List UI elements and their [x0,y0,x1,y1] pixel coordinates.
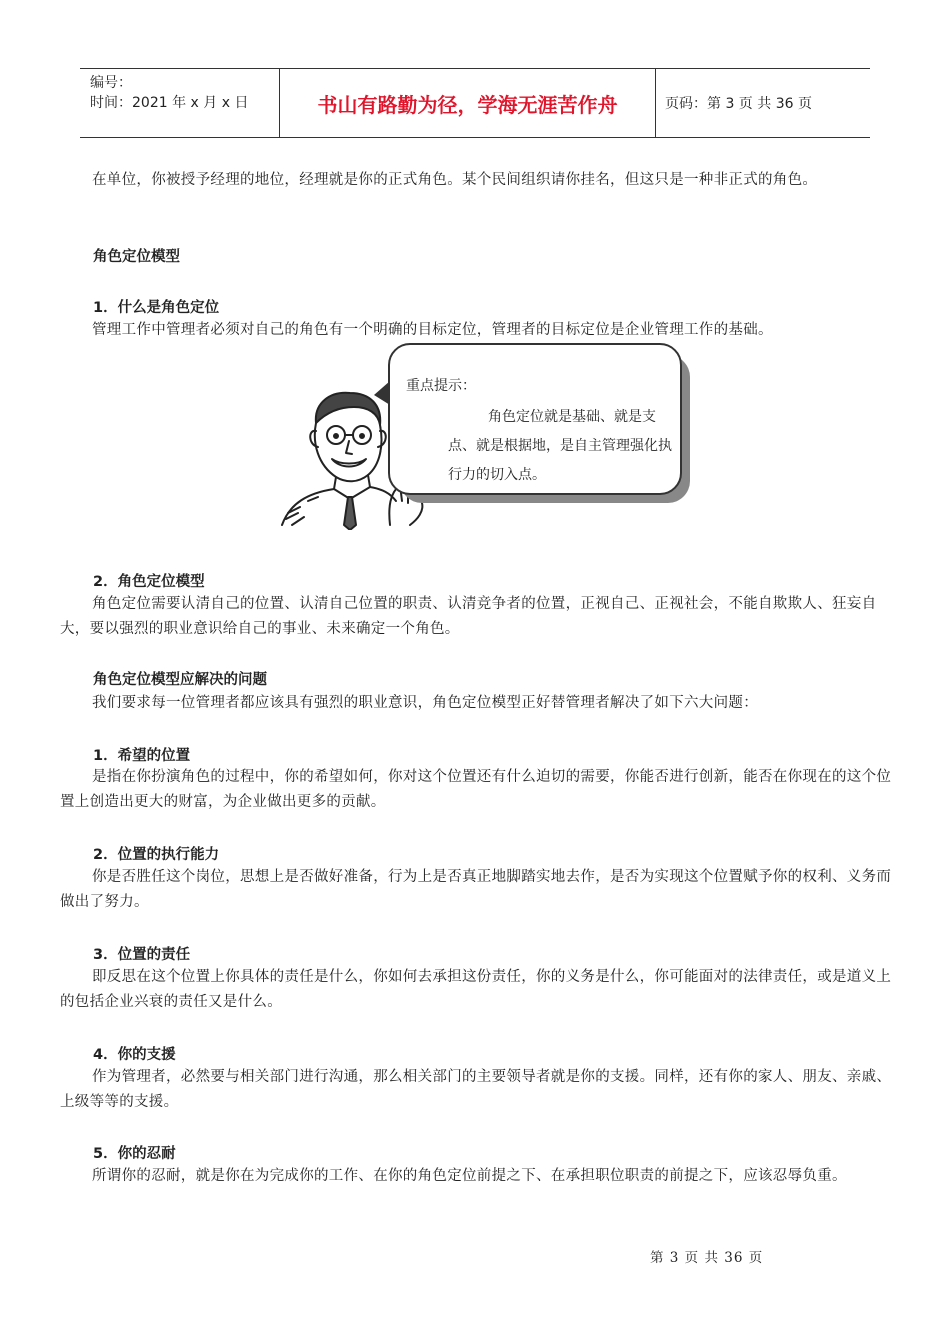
callout-text: 角色定位就是基础、就是支点、就是根据地，是自主管理强化执行力的切入点。 [448,409,672,483]
doc-date: 时间：2021 年 x 月 x 日 [90,95,249,111]
section2-heading: 2．角色定位模型 [93,574,205,590]
header-table [80,68,870,138]
problem2-heading: 2．位置的执行能力 [93,847,220,863]
problem3-body: 即反思在这个位置上你具体的责任是什么，你如何去承担这份责任，你的义务是什么，你可能面对的法律责任，或是道义上的包括企业兴衰的责任又是什么。 [60,969,892,1010]
section2-body: 角色定位需要认清自己的位置、认清自己位置的职责、认清竞争者的位置，正视自己、正视社会，不能自欺欺人、狂妄自大，要以强烈的职业意识给自己的事业、未来确定一个角色。 [60,596,877,637]
callout-label: 重点提示： [406,378,476,394]
doc-number: 编号： [90,75,132,91]
header-page-number: 页码：第 3 页 共 36 页 [665,96,812,112]
problem4-body: 作为管理者，必然要与相关部门进行沟通，那么相关部门的主要领导者就是你的支援。同样，还有你的家人、朋友、亲戚、上级等等的支援。 [60,1069,892,1110]
problems-intro: 我们要求每一位管理者都应该具有强烈的职业意识，角色定位模型正好替管理者解决了如下六大问题： [92,695,758,711]
header-info-cell [80,69,280,137]
header-motto: 书山有路勤为径，学海无涯苦作舟 [280,69,656,137]
section1-body: 管理工作中管理者必须对自己的角色有一个明确的目标定位，管理者的目标定位是企业管理工作的基础。 [92,322,773,338]
problem2-body: 你是否胜任这个岗位，思想上是否做好准备，行为上是否真正地脚踏实地去作，是否为实现这个位置赋予你的权利、义务而做出了努力。 [60,869,892,910]
intro-paragraph: 在单位，你被授予经理的地位，经理就是你的正式角色。某个民间组织请你挂名，但这只是一种非正式的角色。 [92,172,818,188]
key-point-callout [388,343,692,503]
section-title-model: 角色定位模型 [93,249,180,265]
callout-bubble [388,343,682,495]
problem1-body: 是指在你扮演角色的过程中，你的希望如何，你对这个位置还有什么迫切的需要，你能否进行创新，能否在你现在的这个位置上创造出更大的财富，为企业做出更多的贡献。 [60,769,892,810]
problem3-heading: 3．位置的责任 [93,947,191,963]
section1-heading: 1．什么是角色定位 [93,300,220,316]
page-footer: 第 3 页 共 36 页 [650,1250,764,1266]
problem4-heading: 4．你的支援 [93,1047,176,1063]
problem1-heading: 1．希望的位置 [93,748,191,764]
problem5-body: 所谓你的忍耐，就是你在为完成你的工作、在你的角色定位前提之下、在承担职位职责的前提之下，应该忍辱负重。 [92,1168,847,1184]
callout-tail [374,381,390,405]
section-title-problems: 角色定位模型应解决的问题 [93,672,267,688]
problem5-heading: 5．你的忍耐 [93,1146,176,1162]
